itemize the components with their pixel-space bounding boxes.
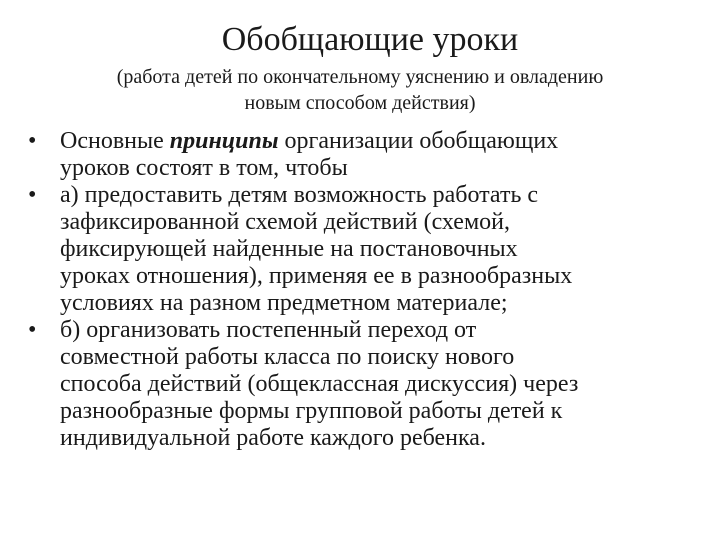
bullet-line: совместной работы класса по поиску нового [60, 344, 515, 370]
bullet-item [28, 128, 708, 182]
bullet-line: уроков состоят в том, чтобы [60, 155, 348, 181]
bullet-line: б) организовать постепенный переход от [60, 317, 477, 343]
slide-subtitle [40, 64, 680, 116]
bullet-icon: • [28, 317, 37, 343]
bullet-line: условиях на разном предметном материале; [60, 290, 508, 316]
subtitle-line: (работа детей по окончательному уяснению и овладению [116, 66, 604, 88]
bullet-icon: • [28, 182, 37, 208]
bullet-item [28, 317, 708, 452]
bullet-line: а) предоставить детям возможность работать с [60, 182, 539, 208]
emphasized-word: принципы [169, 128, 279, 154]
bullet-line: зафиксированной схемой действий (схемой, [60, 209, 510, 235]
bullet-line: уроках отношения), применяя ее в разнообразных [60, 263, 573, 289]
bullet-line: разнообразные формы групповой работы детей к [60, 398, 563, 424]
bullet-line: способа действий (общеклассная дискуссия) через [60, 371, 579, 397]
bullet-line: индивидуальной работе каждого ребенка. [60, 425, 486, 451]
bullet-item [28, 182, 708, 317]
bullet-text: Основные [60, 128, 170, 154]
bullet-line: фиксирующей найденные на постановочных [60, 236, 518, 262]
subtitle-line: новым способом действия) [244, 92, 476, 114]
bullet-list [28, 128, 708, 452]
bullet-text: организации обобщающих [278, 128, 559, 154]
bullet-icon: • [28, 128, 37, 154]
slide-title: Обобщающие уроки [221, 21, 519, 58]
bullet-line [60, 128, 708, 155]
